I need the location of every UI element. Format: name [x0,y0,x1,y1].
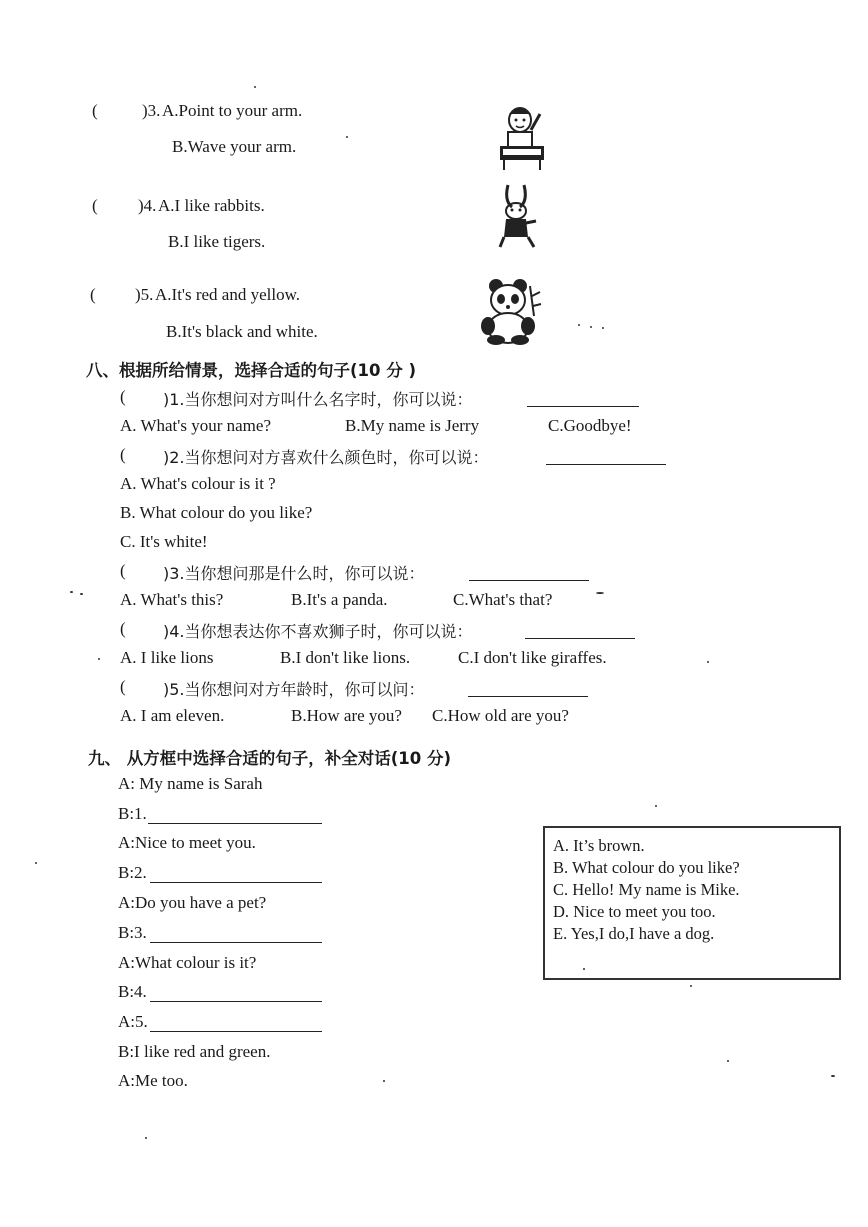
option-a: A. What's colour is it ? [120,474,276,493]
dialogue-line: A:5. [118,1012,148,1031]
box-option-b: B. What colour do you like? [553,858,740,877]
answer-blank[interactable] [525,620,635,639]
answer-blank-3[interactable] [150,924,322,943]
answer-blank-5[interactable] [150,1013,322,1032]
option-b: B.My name is Jerry [345,416,480,435]
option-b: B. What colour do you like? [120,503,313,522]
option-a: A.I like rabbits. [158,196,265,215]
option-c: C.Goodbye! [548,416,632,435]
answer-blank-1[interactable] [148,805,322,824]
option-a: A.It's red and yellow. [155,285,301,304]
option-b: B.I like tigers. [168,232,266,251]
answer-paren[interactable]: ( [92,196,98,215]
question-text: )3.当你想问那是什么时，你可以说： [163,564,425,583]
box-option-a: A. It’s brown. [553,836,645,855]
answer-blank[interactable] [468,678,588,697]
option-a: A. What's your name? [120,416,271,435]
answer-paren[interactable]: ( [120,387,126,406]
dialogue-line: B:4. [118,982,147,1001]
option-b: B.Wave your arm. [172,137,297,156]
option-b: B.I don't like lions. [280,648,411,667]
answer-paren[interactable]: ( [120,677,126,696]
item-number: )5. [135,285,154,304]
question-text: )5.当你想问对方年龄时，你可以问： [163,680,425,699]
dialogue-line: A:Nice to meet you. [118,833,256,852]
answer-blank[interactable] [527,388,639,407]
option-a: A. I am eleven. [120,706,225,725]
box-option-c: C. Hello! My name is Mike. [553,880,740,899]
option-b: B.It's a panda. [291,590,388,609]
rabbit-icon [494,181,540,251]
answer-blank[interactable] [469,562,589,581]
option-c: C.I don't like giraffes. [458,648,607,667]
dialogue-line: A: My name is Sarah [118,774,263,793]
dialogue-line: A:Me too. [118,1071,188,1090]
options-box [543,826,841,980]
option-a: A. What's this? [120,590,224,609]
dialogue-line: B:3. [118,923,147,942]
answer-paren[interactable]: ( [90,285,96,304]
box-option-e: E. Yes,I do,I have a dog. [553,924,715,943]
answer-paren[interactable]: ( [120,619,126,638]
answer-blank-2[interactable] [150,864,322,883]
option-a: A. I like lions [120,648,214,667]
option-c: C. It's white! [120,532,208,551]
dialogue-line: B:2. [118,863,147,882]
option-b: B.How are you? [291,706,402,725]
answer-paren[interactable]: ( [120,561,126,580]
question-text: )1.当你想问对方叫什么名字时，你可以说： [163,390,473,409]
dialogue-line: B:I like red and green. [118,1042,271,1061]
panda-icon [474,276,544,346]
answer-paren[interactable]: ( [120,445,126,464]
question-text: )4.当你想表达你不喜欢狮子时，你可以说： [163,622,473,641]
item-number: )3. [142,101,161,120]
dialogue-line: A:Do you have a pet? [118,893,267,912]
answer-blank-4[interactable] [150,983,322,1002]
box-option-d: D. Nice to meet you too. [553,902,716,921]
option-c: C.What's that? [453,590,553,609]
item-number: )4. [138,196,157,215]
section-9-title: 九、 从方框中选择合适的句子，补全对话(10 分) [88,749,452,768]
answer-blank[interactable] [546,446,666,465]
question-text: )2.当你想问对方喜欢什么颜色时，你可以说： [163,448,489,467]
dialogue-line: B:1. [118,804,147,823]
boy-with-arm-icon [494,100,550,172]
dialogue-line: A:What colour is it? [118,953,257,972]
answer-paren[interactable]: ( [92,101,98,120]
option-c: C.How old are you? [432,706,569,725]
option-b: B.It's black and white. [166,322,318,341]
option-a: A.Point to your arm. [162,101,303,120]
section-8-title: 八、根据所给情景，选择合适的句子(10 分 ) [86,361,417,380]
